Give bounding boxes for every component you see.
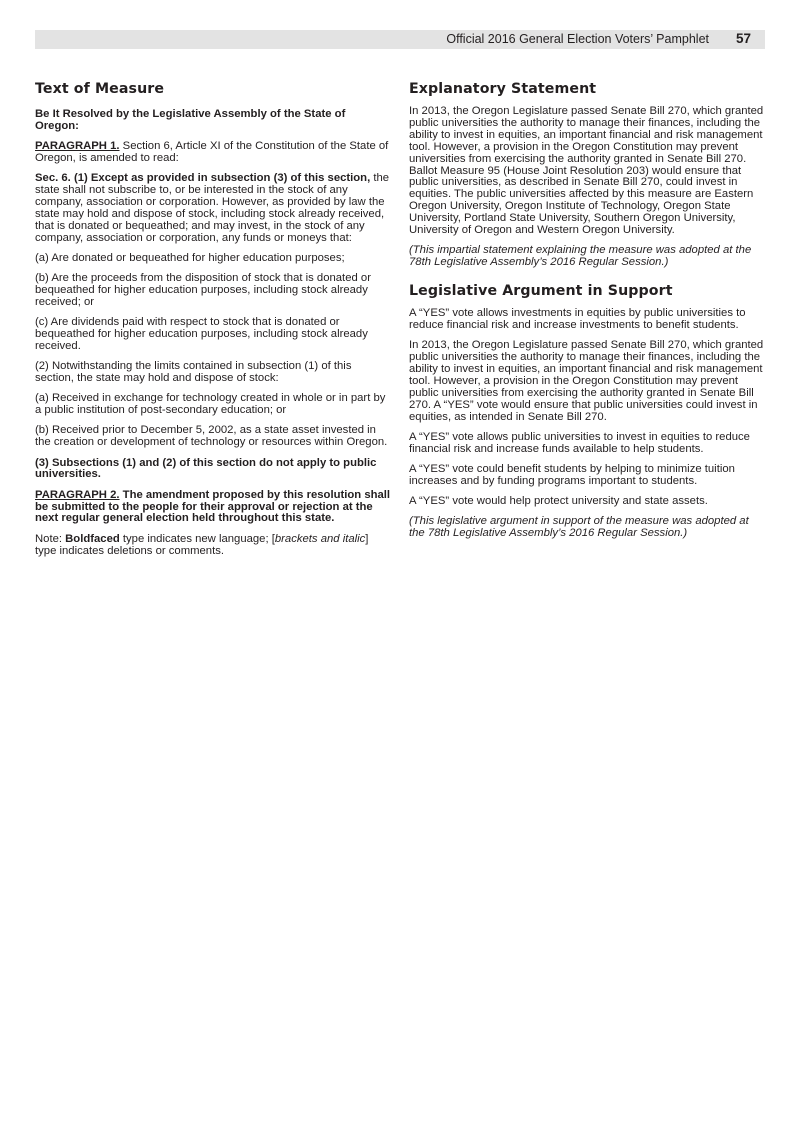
explanatory-note: (This impartial statement explaining the measure was adopted at the 78th Legislative Assembly’s 2016 Regular Session.): [409, 244, 752, 269]
section-6-bold: Sec. 6. (1) Except as provided in subsection (3) of this section,: [35, 172, 371, 185]
support-paragraph-2: In 2013, the Oregon Legislature passed Senate Bill 270, which granted public universities the authority to manage their finances, including the ability to invest in equities, an important financial and risk management tool. However, a provision in the Oregon Constitution may prevent public universities from exercising the authority granted in Senate Bill 270. A “YES” vote would ensure that public universities could invest in equities, as intended in Senate Bill 270.: [409, 339, 764, 423]
subsection-2-b: (b) Received prior to December 5, 2002, as a state asset invested in the creation or development of technology or resources within Oregon.: [35, 424, 388, 449]
text-of-measure-column: [35, 80, 392, 566]
support-note: (This legislative argument in support of the measure was adopted at the 78th Legislative Assembly’s 2016 Regular Session.): [409, 515, 749, 540]
note-end: ] type indicates deletions or comments.: [35, 532, 369, 557]
note-italic: brackets and italic: [274, 532, 366, 545]
paragraph-1: [35, 141, 392, 165]
note-mid: type indicates new language; [: [119, 532, 275, 545]
section-6: [35, 173, 392, 244]
section-6-text: the state shall not subscribe to, or be interested in the stock of any company, association or corporation. However, as provided by law the state may hold and dispose of stock, including stock already received, that is donated or bequeathed; and may invest, in the stock of any company, association or corporation, any funds or moneys that:: [35, 172, 390, 244]
subsection-2-a: (a) Received in exchange for technology created in whole or in part by a public institution of post-secondary education; or: [35, 392, 386, 417]
support-paragraph-1: A “YES” vote allows investments in equities by public universities to reduce financial risk and increase investments to benefit students.: [409, 307, 746, 331]
paragraph-2-label: PARAGRAPH 2.: [35, 488, 120, 501]
support-paragraph-3: A “YES” vote allows public universities to invest in equities to reduce financial risk and increase funds available to help students.: [409, 430, 750, 455]
support-paragraph-4: A “YES” vote could benefit students by helping to minimize tuition increases and by funding programs important to students.: [409, 462, 735, 487]
subsection-3: (3) Subsections (1) and (2) of this section do not apply to public universities.: [35, 456, 377, 481]
page-number: 57: [735, 31, 751, 46]
explanatory-heading: Explanatory Statement: [409, 81, 597, 97]
paragraph-1-text: Section 6, Article XI of the Constitution of the State of Oregon, is amended to read:: [35, 140, 389, 165]
support-heading: Legislative Argument in Support: [409, 283, 673, 300]
paragraph-2: [35, 490, 392, 526]
resolved-clause: Be It Resolved by the Legislative Assembly of the State of Oregon:: [35, 108, 346, 132]
note-bold: Boldfaced: [65, 532, 120, 545]
formatting-note: [35, 534, 392, 558]
paragraph-1-label: PARAGRAPH 1.: [35, 140, 120, 153]
item-c: (c) Are dividends paid with respect to stock that is donated or bequeathed for higher education purposes, including stock already received.: [35, 316, 368, 352]
note-prefix: Note:: [35, 532, 66, 545]
item-b: (b) Are the proceeds from the disposition of stock that is donated or bequeathed for higher education purposes, including stock already received; or: [35, 272, 371, 308]
page-header: [35, 30, 765, 49]
pamphlet-title: Official 2016 General Election Voters’ Pamphlet: [446, 32, 709, 46]
subsection-2: (2) Notwithstanding the limits contained in subsection (1) of this section, the state may hold and dispose of stock:: [35, 360, 352, 385]
explanatory-text: In 2013, the Oregon Legislature passed Senate Bill 270, which granted public universities the authority to manage their finances, including the ability to invest in equities, an important financial and risk management tool. However, a provision in the Oregon Constitution may prevent universities from exercising the authority granted in Senate Bill 270. Ballot Measure 95 (House Joint Resolution 203) would ensure that public universities, as described in Senate Bill 270, could invest in equities. The public universities affected by this measure are Eastern Oregon University, Oregon Institute of Technology, Oregon State University, Portland State University, Southern Oregon University, University of Oregon and Western Oregon University.: [409, 105, 764, 237]
item-a: (a) Are donated or bequeathed for higher education purposes;: [35, 251, 345, 264]
text-of-measure-heading: Text of Measure: [35, 81, 165, 97]
paragraph-2-text: The amendment proposed by this resolution shall be submitted to the people for their approval or rejection at the next regular general election held throughout this state.: [35, 488, 391, 525]
explanatory-column: [409, 80, 765, 548]
support-paragraph-5: A “YES” vote would help protect university and state assets.: [409, 495, 708, 508]
